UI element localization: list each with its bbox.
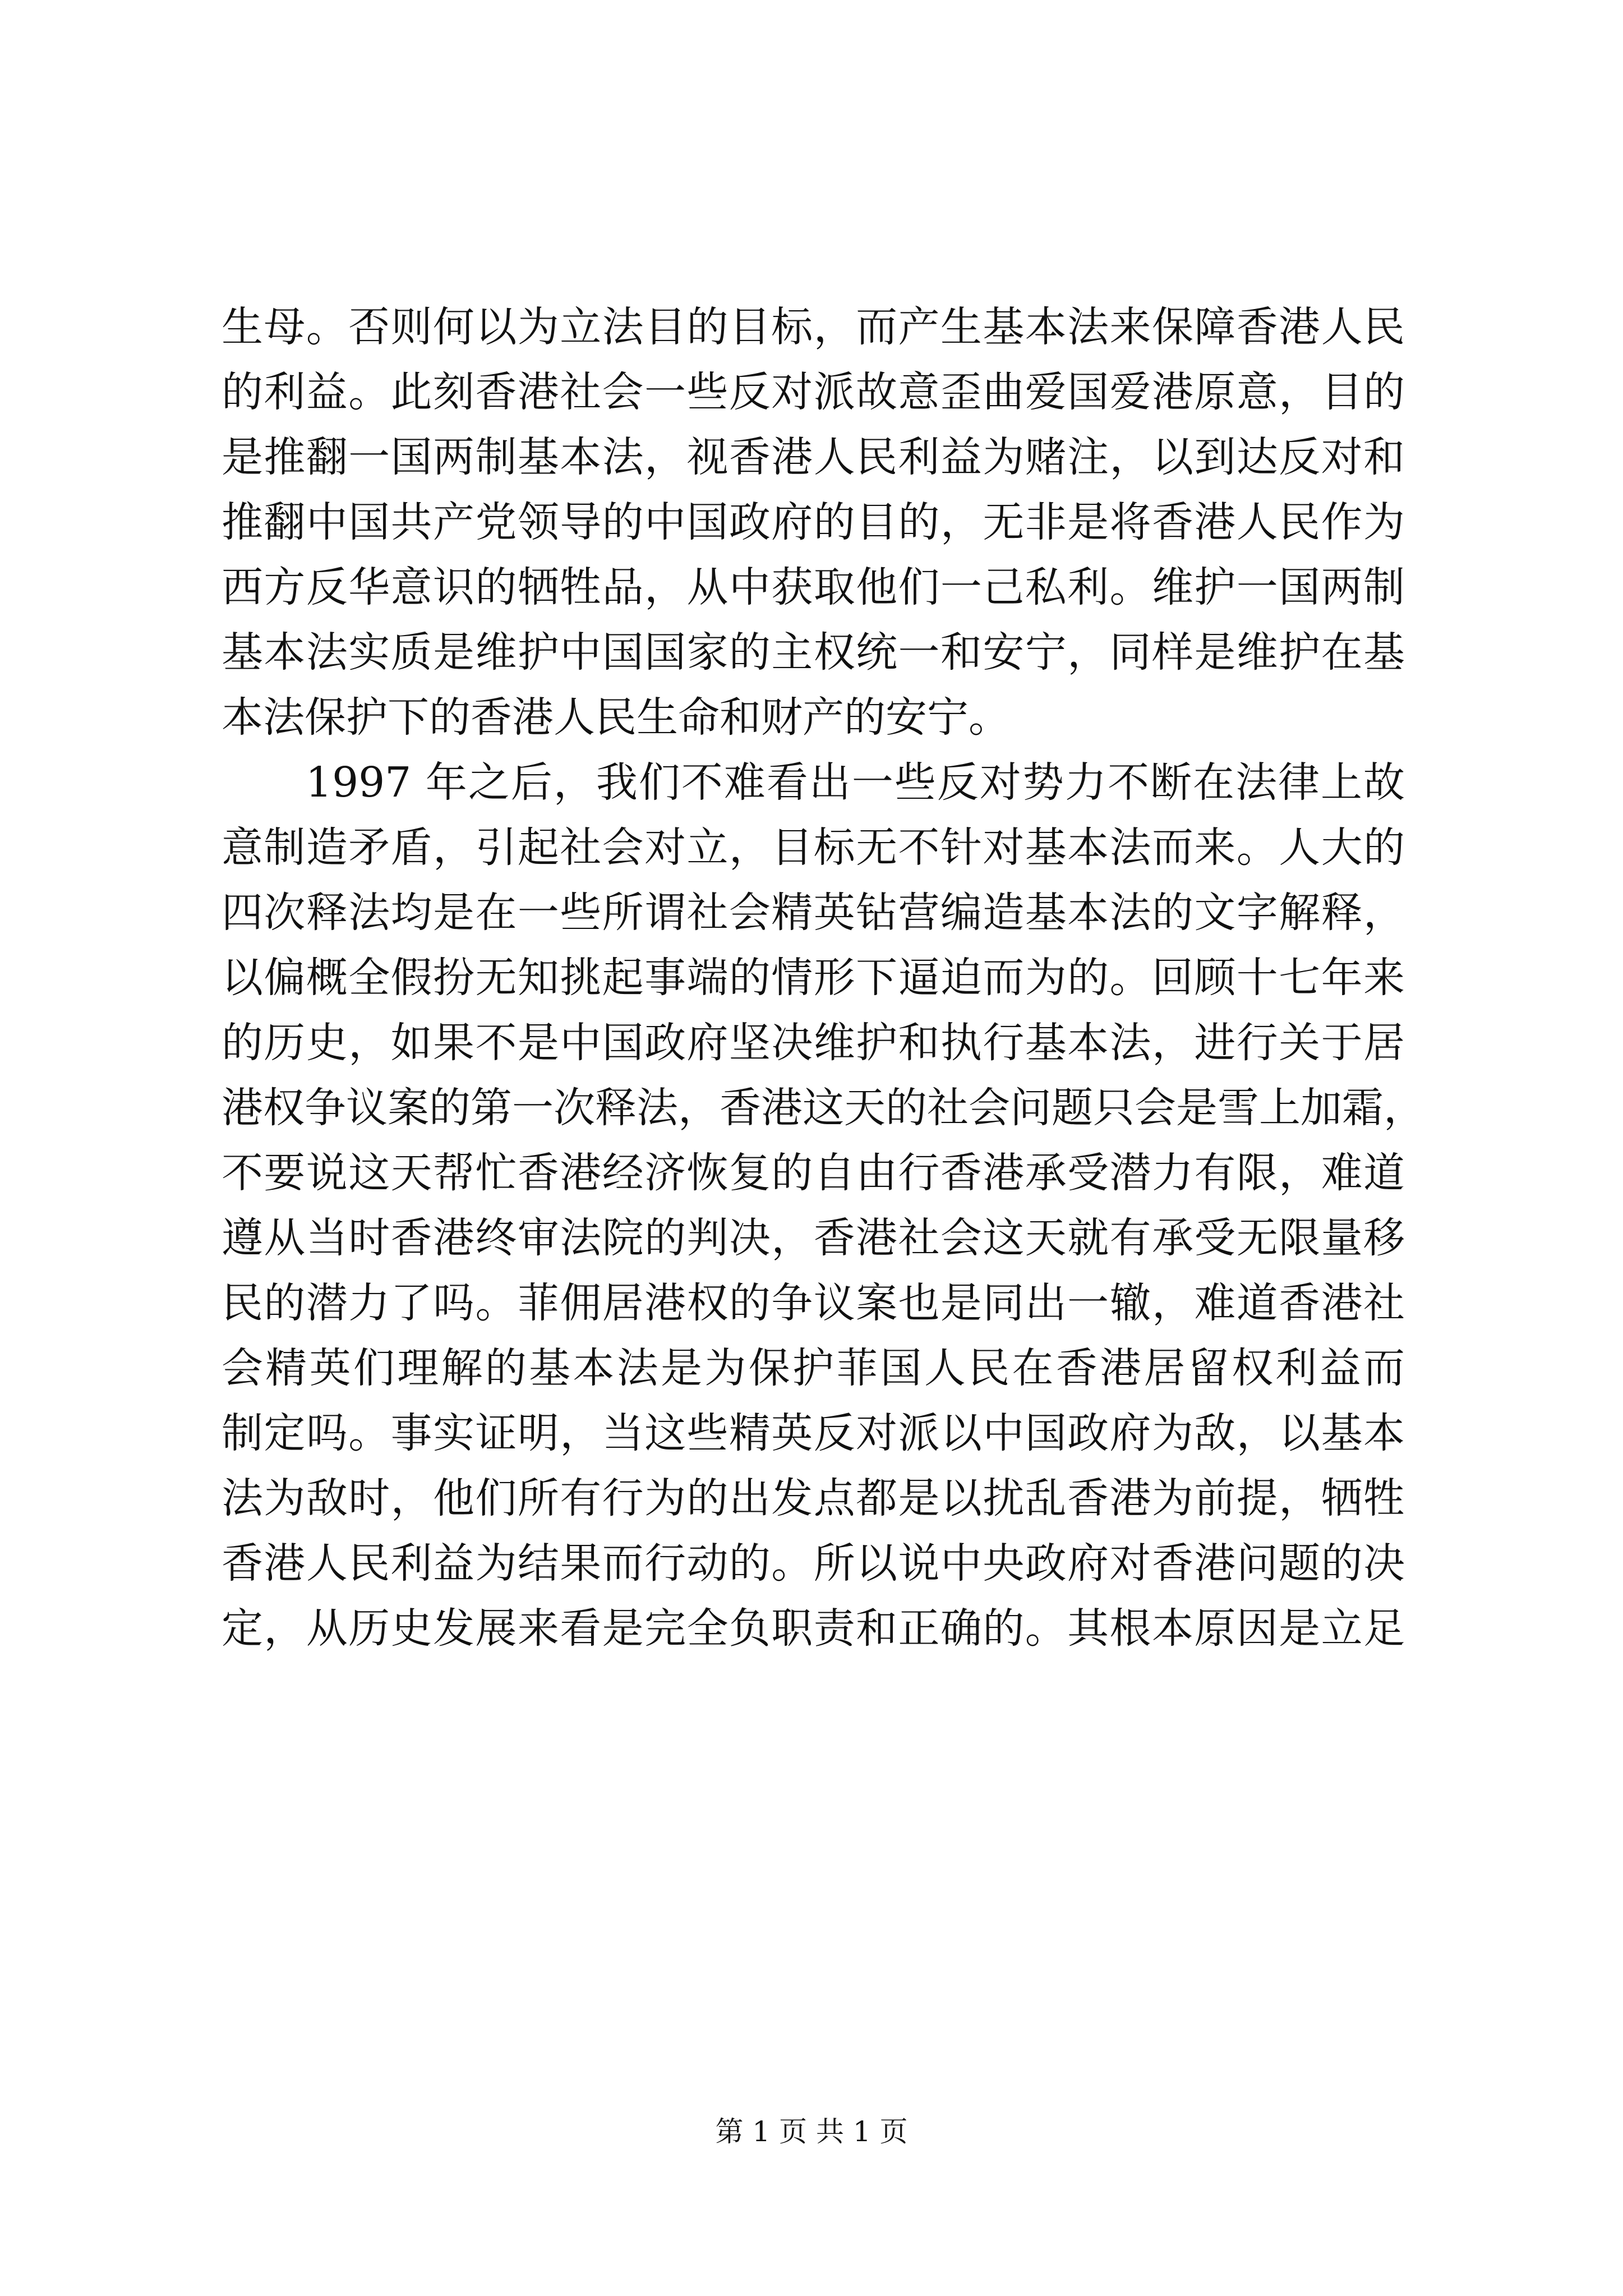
text-line: 遵从当时香港终审法院的判决，香港社会这天就有承受无限量移 bbox=[222, 1214, 1405, 1262]
text-line: 民的潜力了吗。菲佣居港权的争议案也是同出一辙，难道香港社 bbox=[222, 1279, 1405, 1327]
body-text bbox=[222, 295, 1425, 1661]
text-line: 以偏概全假扮无知挑起事端的情形下逼迫而为的。回顾十七年来 bbox=[222, 954, 1405, 1002]
text-line: 生母。否则何以为立法目的目标，而产生基本法来保障香港人民 bbox=[222, 303, 1405, 351]
text-line: 推翻中国共产党领导的中国政府的目的，无非是将香港人民作为 bbox=[222, 498, 1405, 546]
text-line: 香港人民利益为结果而行动的。所以说中央政府对香港问题的决 bbox=[222, 1539, 1405, 1588]
text-line: 的历史，如果不是中国政府坚决维护和执行基本法，进行关于居 bbox=[222, 1019, 1405, 1067]
text-line: 制定吗。事实证明，当这些精英反对派以中国政府为敌，以基本 bbox=[222, 1409, 1405, 1457]
text-line: 本法保护下的香港人民生命和财产的安宁。 bbox=[222, 693, 1010, 742]
text-line: 港权争议案的第一次释法，香港这天的社会问题只会是雪上加霜， bbox=[222, 1084, 1425, 1132]
paragraph-1 bbox=[222, 295, 1405, 750]
text-line: 四次释法均是在一些所谓社会精英钻营编造基本法的文字解释， bbox=[222, 889, 1405, 937]
text-line: 西方反华意识的牺牲品，从中获取他们一己私利。维护一国两制 bbox=[222, 563, 1405, 611]
text-line: 1997 年之后，我们不难看出一些反对势力不断在法律上故 bbox=[306, 758, 1405, 807]
text-line: 会精英们理解的基本法是为保护菲国人民在香港居留权利益而 bbox=[222, 1344, 1405, 1392]
text-line: 意制造矛盾，引起社会对立，目标无不针对基本法而来。人大的 bbox=[222, 823, 1405, 872]
text-line: 定，从历史发展来看是完全负职责和正确的。其根本原因是立足 bbox=[222, 1604, 1405, 1653]
text-line: 是推翻一国两制基本法，视香港人民利益为赌注，以到达反对和 bbox=[222, 433, 1405, 481]
page-footer: 第 1 页 共 1 页 bbox=[715, 2115, 908, 2148]
paragraph-2 bbox=[222, 750, 1425, 1661]
text-line: 基本法实质是维护中国国家的主权统一和安宁，同样是维护在基 bbox=[222, 628, 1405, 677]
text-line: 法为敌时，他们所有行为的出发点都是以扰乱香港为前提，牺牲 bbox=[222, 1474, 1405, 1522]
text-line: 不要说这天帮忙香港经济恢复的自由行香港承受潜力有限，难道 bbox=[222, 1149, 1405, 1197]
text-line: 的利益。此刻香港社会一些反对派故意歪曲爱国爱港原意，目的 bbox=[222, 368, 1405, 416]
